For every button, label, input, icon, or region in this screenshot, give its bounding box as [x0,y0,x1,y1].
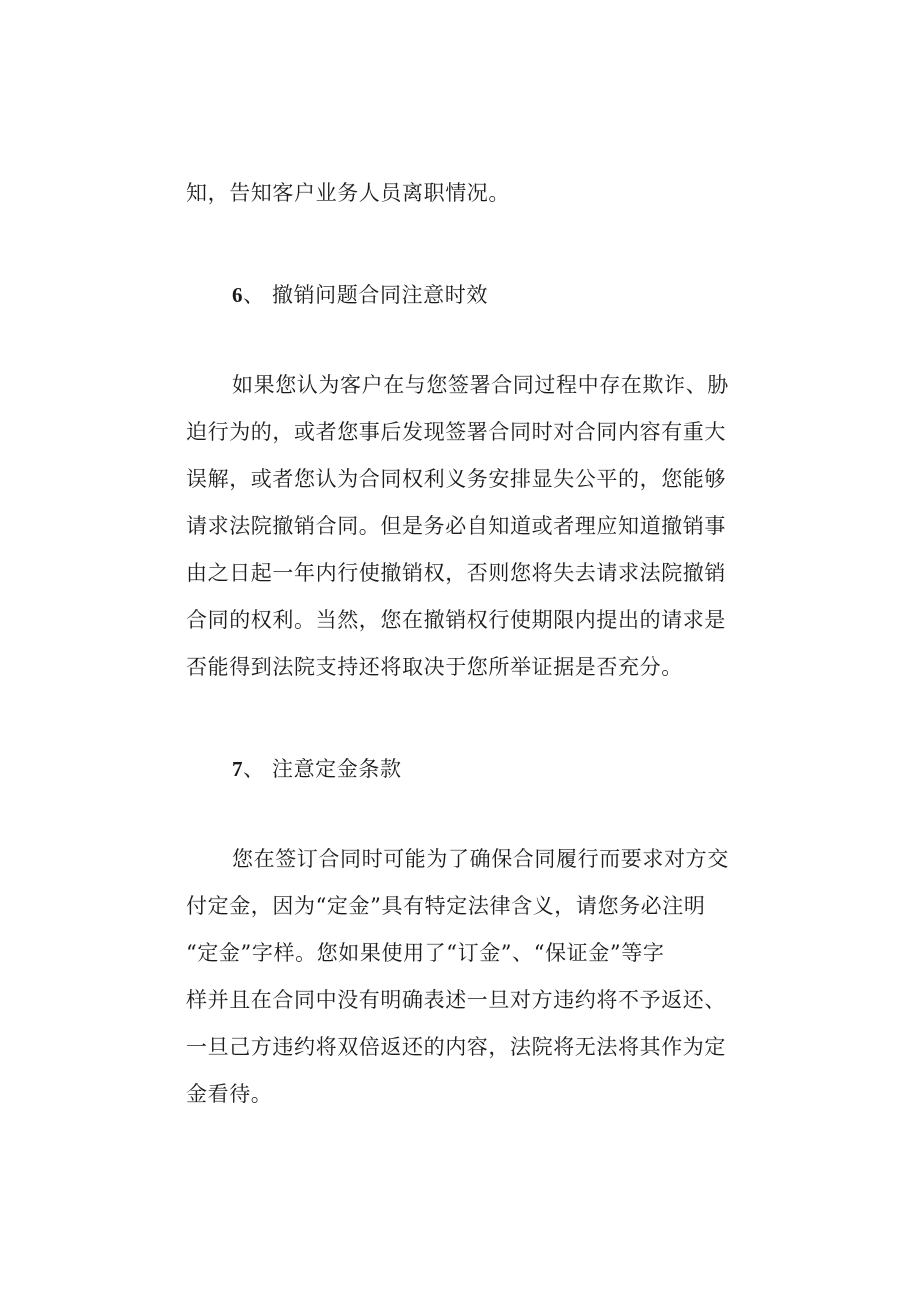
paragraph-line: 一旦己方违约将双倍返还的内容，法院将无法将其作为定 [186,1035,726,1059]
section-6-number: 6 [232,283,244,307]
section-6-title: 、 撤销问题合同注意时效 [243,283,488,307]
section-7-heading [232,754,402,784]
paragraph-line: 否能得到法院支持还将取决于您所举证据是否充分。 [186,655,683,679]
paragraph-line: “定金”字样。您如果使用了“订金”、“保证金”等字 [186,941,665,965]
paragraph-line: 金看待。 [186,1082,273,1106]
paragraph-line: 误解，或者您认为合同权利义务安排显失公平的，您能够 [186,467,726,491]
continuation-line: 知，告知客户业务人员离职情况。 [186,181,510,205]
paragraph-line: 迫行为的，或者您事后发现签署合同时对合同内容有重大 [186,420,726,444]
paragraph-line: 您在签订合同时可能为了确保合同履行而要求对方交 [232,847,729,871]
section-7-number: 7 [232,757,244,781]
section-7-title: 、 注意定金条款 [243,757,402,781]
paragraph-line: 请求法院撤销合同。但是务必自知道或者理应知道撤销事 [186,514,726,538]
paragraph-line: 由之日起一年内行使撤销权，否则您将失去请求法院撤销 [186,561,726,585]
paragraph-line: 如果您认为客户在与您签署合同过程中存在欺诈、胁 [232,373,729,397]
paragraph-line: 付定金，因为“定金”具有特定法律含义，请您务必注明 [186,894,706,918]
paragraph-line: 样并且在合同中没有明确表述一旦对方违约将不予返还、 [186,988,726,1012]
section-6-heading [232,280,488,310]
paragraph-line: 合同的权利。当然，您在撤销权行使期限内提出的请求是 [186,608,726,632]
